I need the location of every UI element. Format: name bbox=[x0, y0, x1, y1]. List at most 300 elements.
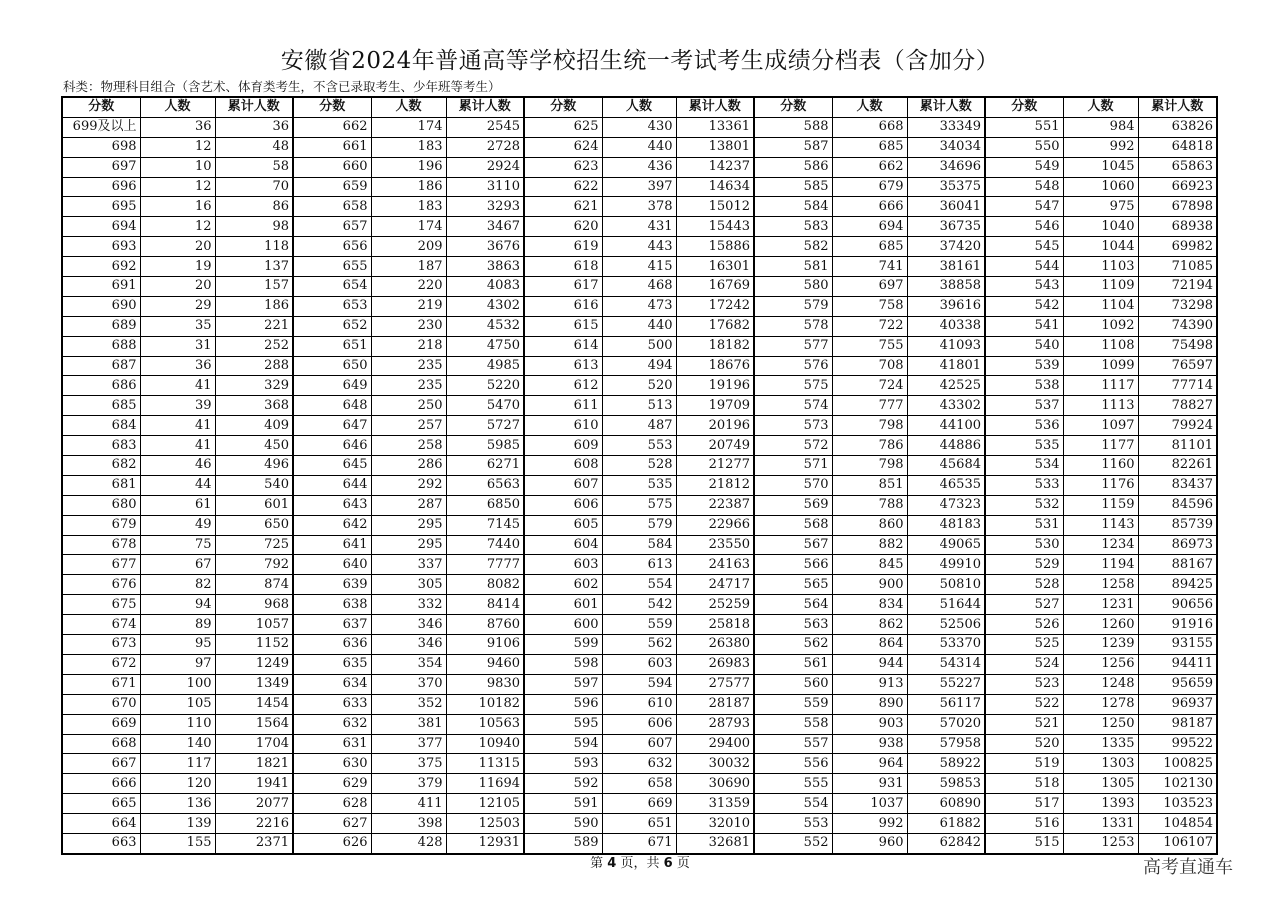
table-cell: 537 bbox=[985, 396, 1063, 416]
table-cell: 1941 bbox=[215, 774, 293, 794]
table-cell: 619 bbox=[524, 237, 602, 257]
table-cell: 644 bbox=[293, 475, 371, 495]
table-cell: 599 bbox=[524, 635, 602, 655]
table-cell: 61882 bbox=[907, 814, 985, 834]
table-row bbox=[62, 117, 1217, 137]
table-cell: 613 bbox=[524, 356, 602, 376]
table-cell: 61 bbox=[140, 495, 215, 515]
table-cell: 6563 bbox=[446, 475, 524, 495]
table-cell: 620 bbox=[524, 217, 602, 237]
table-cell: 680 bbox=[62, 495, 140, 515]
table-cell: 527 bbox=[985, 595, 1063, 615]
table-row bbox=[62, 356, 1217, 376]
table-row bbox=[62, 495, 1217, 515]
table-cell: 597 bbox=[524, 674, 602, 694]
table-cell: 900 bbox=[832, 575, 907, 595]
table-cell: 36 bbox=[140, 117, 215, 137]
table-cell: 532 bbox=[985, 495, 1063, 515]
table-cell: 219 bbox=[371, 296, 446, 316]
table-cell: 610 bbox=[602, 694, 676, 714]
table-cell: 798 bbox=[832, 456, 907, 476]
table-cell: 41 bbox=[140, 416, 215, 436]
table-cell: 651 bbox=[602, 814, 676, 834]
table-cell: 535 bbox=[602, 475, 676, 495]
table-cell: 428 bbox=[371, 833, 446, 853]
table-cell: 571 bbox=[754, 456, 832, 476]
table-cell: 542 bbox=[602, 595, 676, 615]
table-cell: 10563 bbox=[446, 714, 524, 734]
table-cell: 443 bbox=[602, 237, 676, 257]
column-header: 累计人数 bbox=[907, 97, 985, 117]
table-cell: 41 bbox=[140, 436, 215, 456]
table-cell: 699及以上 bbox=[62, 117, 140, 137]
table-cell: 674 bbox=[62, 615, 140, 635]
table-cell: 102130 bbox=[1138, 774, 1217, 794]
table-row bbox=[62, 316, 1217, 336]
table-cell: 88167 bbox=[1138, 555, 1217, 575]
table-cell: 538 bbox=[985, 376, 1063, 396]
table-cell: 524 bbox=[985, 654, 1063, 674]
table-row bbox=[62, 814, 1217, 834]
table-cell: 378 bbox=[602, 197, 676, 217]
page-footer bbox=[0, 852, 1280, 871]
table-cell: 626 bbox=[293, 833, 371, 853]
table-cell: 85739 bbox=[1138, 515, 1217, 535]
table-row bbox=[62, 137, 1217, 157]
table-cell: 18676 bbox=[676, 356, 754, 376]
table-cell: 252 bbox=[215, 336, 293, 356]
table-cell: 692 bbox=[62, 257, 140, 277]
table-cell: 670 bbox=[62, 694, 140, 714]
table-cell: 21277 bbox=[676, 456, 754, 476]
table-cell: 7145 bbox=[446, 515, 524, 535]
table-cell: 19709 bbox=[676, 396, 754, 416]
table-cell: 12 bbox=[140, 177, 215, 197]
table-cell: 596 bbox=[524, 694, 602, 714]
table-cell: 49910 bbox=[907, 555, 985, 575]
table-cell: 96937 bbox=[1138, 694, 1217, 714]
table-cell: 561 bbox=[754, 654, 832, 674]
table-cell: 642 bbox=[293, 515, 371, 535]
table-cell: 860 bbox=[832, 515, 907, 535]
table-cell: 984 bbox=[1063, 117, 1138, 137]
table-cell: 2077 bbox=[215, 794, 293, 814]
table-cell: 640 bbox=[293, 555, 371, 575]
table-cell: 553 bbox=[602, 436, 676, 456]
table-cell: 137 bbox=[215, 257, 293, 277]
table-cell: 18182 bbox=[676, 336, 754, 356]
table-cell: 17682 bbox=[676, 316, 754, 336]
table-cell: 44886 bbox=[907, 436, 985, 456]
table-cell: 529 bbox=[985, 555, 1063, 575]
table-cell: 37420 bbox=[907, 237, 985, 257]
table-cell: 11694 bbox=[446, 774, 524, 794]
table-cell: 724 bbox=[832, 376, 907, 396]
table-cell: 75 bbox=[140, 535, 215, 555]
table-cell: 650 bbox=[293, 356, 371, 376]
table-cell: 580 bbox=[754, 277, 832, 297]
table-cell: 73298 bbox=[1138, 296, 1217, 316]
table-cell: 9460 bbox=[446, 654, 524, 674]
table-cell: 1113 bbox=[1063, 396, 1138, 416]
table-cell: 16 bbox=[140, 197, 215, 217]
table-cell: 845 bbox=[832, 555, 907, 575]
table-cell: 658 bbox=[602, 774, 676, 794]
table-cell: 587 bbox=[754, 137, 832, 157]
table-cell: 31359 bbox=[676, 794, 754, 814]
table-cell: 9106 bbox=[446, 635, 524, 655]
table-cell: 628 bbox=[293, 794, 371, 814]
table-cell: 1057 bbox=[215, 615, 293, 635]
table-cell: 52506 bbox=[907, 615, 985, 635]
table-cell: 584 bbox=[602, 535, 676, 555]
table-cell: 50810 bbox=[907, 575, 985, 595]
column-header: 人数 bbox=[140, 97, 215, 117]
table-cell: 554 bbox=[754, 794, 832, 814]
table-cell: 94411 bbox=[1138, 654, 1217, 674]
table-cell: 48 bbox=[215, 137, 293, 157]
table-cell: 62842 bbox=[907, 833, 985, 853]
table-cell: 98 bbox=[215, 217, 293, 237]
table-cell: 494 bbox=[602, 356, 676, 376]
table-cell: 1045 bbox=[1063, 157, 1138, 177]
table-cell: 332 bbox=[371, 595, 446, 615]
table-cell: 944 bbox=[832, 654, 907, 674]
table-cell: 605 bbox=[524, 515, 602, 535]
column-header: 累计人数 bbox=[215, 97, 293, 117]
table-cell: 235 bbox=[371, 376, 446, 396]
table-cell: 53370 bbox=[907, 635, 985, 655]
table-cell: 1305 bbox=[1063, 774, 1138, 794]
table-cell: 671 bbox=[602, 833, 676, 853]
table-cell: 183 bbox=[371, 197, 446, 217]
table-cell: 79924 bbox=[1138, 416, 1217, 436]
table-cell: 557 bbox=[754, 734, 832, 754]
table-cell: 601 bbox=[524, 595, 602, 615]
table-cell: 611 bbox=[524, 396, 602, 416]
table-cell: 4750 bbox=[446, 336, 524, 356]
table-cell: 74390 bbox=[1138, 316, 1217, 336]
table-row bbox=[62, 654, 1217, 674]
table-cell: 556 bbox=[754, 754, 832, 774]
table-cell: 258 bbox=[371, 436, 446, 456]
table-cell: 1040 bbox=[1063, 217, 1138, 237]
table-cell: 677 bbox=[62, 555, 140, 575]
table-cell: 1104 bbox=[1063, 296, 1138, 316]
table-cell: 667 bbox=[62, 754, 140, 774]
table-cell: 516 bbox=[985, 814, 1063, 834]
table-cell: 15443 bbox=[676, 217, 754, 237]
table-cell: 654 bbox=[293, 277, 371, 297]
table-cell: 685 bbox=[62, 396, 140, 416]
table-cell: 1278 bbox=[1063, 694, 1138, 714]
table-cell: 609 bbox=[524, 436, 602, 456]
table-cell: 4985 bbox=[446, 356, 524, 376]
table-cell: 666 bbox=[832, 197, 907, 217]
table-cell: 1109 bbox=[1063, 277, 1138, 297]
table-cell: 517 bbox=[985, 794, 1063, 814]
table-cell: 2545 bbox=[446, 117, 524, 137]
table-cell: 606 bbox=[524, 495, 602, 515]
table-cell: 354 bbox=[371, 654, 446, 674]
table-cell: 25259 bbox=[676, 595, 754, 615]
table-cell: 117 bbox=[140, 754, 215, 774]
table-cell: 104854 bbox=[1138, 814, 1217, 834]
table-cell: 17242 bbox=[676, 296, 754, 316]
table-cell: 964 bbox=[832, 754, 907, 774]
table-cell: 35 bbox=[140, 316, 215, 336]
table-cell: 1249 bbox=[215, 654, 293, 674]
table-cell: 40338 bbox=[907, 316, 985, 336]
table-cell: 687 bbox=[62, 356, 140, 376]
table-cell: 1231 bbox=[1063, 595, 1138, 615]
table-cell: 647 bbox=[293, 416, 371, 436]
table-cell: 564 bbox=[754, 595, 832, 615]
table-body bbox=[62, 117, 1217, 853]
table-cell: 4083 bbox=[446, 277, 524, 297]
table-cell: 664 bbox=[62, 814, 140, 834]
table-cell: 100 bbox=[140, 674, 215, 694]
table-cell: 186 bbox=[215, 296, 293, 316]
table-cell: 24163 bbox=[676, 555, 754, 575]
table-cell: 230 bbox=[371, 316, 446, 336]
table-cell: 23550 bbox=[676, 535, 754, 555]
table-cell: 668 bbox=[832, 117, 907, 137]
table-cell: 67898 bbox=[1138, 197, 1217, 217]
table-cell: 563 bbox=[754, 615, 832, 635]
table-cell: 44100 bbox=[907, 416, 985, 436]
table-cell: 352 bbox=[371, 694, 446, 714]
table-cell: 522 bbox=[985, 694, 1063, 714]
table-cell: 54314 bbox=[907, 654, 985, 674]
table-cell: 2728 bbox=[446, 137, 524, 157]
table-cell: 586 bbox=[754, 157, 832, 177]
table-cell: 397 bbox=[602, 177, 676, 197]
table-cell: 430 bbox=[602, 117, 676, 137]
table-cell: 58 bbox=[215, 157, 293, 177]
table-cell: 594 bbox=[602, 674, 676, 694]
table-cell: 992 bbox=[1063, 137, 1138, 157]
table-cell: 196 bbox=[371, 157, 446, 177]
table-cell: 473 bbox=[602, 296, 676, 316]
table-cell: 220 bbox=[371, 277, 446, 297]
table-cell: 528 bbox=[602, 456, 676, 476]
table-row bbox=[62, 515, 1217, 535]
table-cell: 607 bbox=[524, 475, 602, 495]
table-cell: 15012 bbox=[676, 197, 754, 217]
table-cell: 576 bbox=[754, 356, 832, 376]
table-cell: 624 bbox=[524, 137, 602, 157]
table-cell: 559 bbox=[754, 694, 832, 714]
table-cell: 76597 bbox=[1138, 356, 1217, 376]
column-header: 人数 bbox=[1063, 97, 1138, 117]
table-cell: 375 bbox=[371, 754, 446, 774]
table-cell: 136 bbox=[140, 794, 215, 814]
column-header: 分数 bbox=[293, 97, 371, 117]
table-row bbox=[62, 774, 1217, 794]
table-cell: 938 bbox=[832, 734, 907, 754]
table-cell: 5985 bbox=[446, 436, 524, 456]
table-cell: 573 bbox=[754, 416, 832, 436]
table-cell: 95 bbox=[140, 635, 215, 655]
table-cell: 607 bbox=[602, 734, 676, 754]
table-cell: 8414 bbox=[446, 595, 524, 615]
table-cell: 5470 bbox=[446, 396, 524, 416]
table-cell: 1253 bbox=[1063, 833, 1138, 853]
table-cell: 606 bbox=[602, 714, 676, 734]
table-cell: 140 bbox=[140, 734, 215, 754]
table-cell: 603 bbox=[602, 654, 676, 674]
table-cell: 652 bbox=[293, 316, 371, 336]
table-cell: 684 bbox=[62, 416, 140, 436]
table-cell: 337 bbox=[371, 555, 446, 575]
table-cell: 625 bbox=[524, 117, 602, 137]
table-cell: 36 bbox=[140, 356, 215, 376]
table-cell: 1454 bbox=[215, 694, 293, 714]
table-cell: 562 bbox=[754, 635, 832, 655]
table-cell: 665 bbox=[62, 794, 140, 814]
table-cell: 1239 bbox=[1063, 635, 1138, 655]
table-cell: 157 bbox=[215, 277, 293, 297]
table-cell: 3467 bbox=[446, 217, 524, 237]
table-cell: 578 bbox=[754, 316, 832, 336]
table-cell: 30690 bbox=[676, 774, 754, 794]
table-cell: 641 bbox=[293, 535, 371, 555]
table-cell: 409 bbox=[215, 416, 293, 436]
table-cell: 12931 bbox=[446, 833, 524, 853]
table-cell: 975 bbox=[1063, 197, 1138, 217]
table-cell: 34696 bbox=[907, 157, 985, 177]
table-cell: 6850 bbox=[446, 495, 524, 515]
table-cell: 1303 bbox=[1063, 754, 1138, 774]
table-cell: 415 bbox=[602, 257, 676, 277]
table-cell: 755 bbox=[832, 336, 907, 356]
table-cell: 83437 bbox=[1138, 475, 1217, 495]
table-cell: 553 bbox=[754, 814, 832, 834]
table-cell: 19196 bbox=[676, 376, 754, 396]
table-cell: 675 bbox=[62, 595, 140, 615]
footer-middle: 页，共 bbox=[620, 856, 660, 871]
table-cell: 552 bbox=[754, 833, 832, 853]
table-cell: 681 bbox=[62, 475, 140, 495]
table-row bbox=[62, 615, 1217, 635]
table-cell: 693 bbox=[62, 237, 140, 257]
table-cell: 540 bbox=[215, 475, 293, 495]
table-cell: 617 bbox=[524, 277, 602, 297]
table-cell: 630 bbox=[293, 754, 371, 774]
table-cell: 543 bbox=[985, 277, 1063, 297]
table-cell: 792 bbox=[215, 555, 293, 575]
table-cell: 520 bbox=[985, 734, 1063, 754]
column-header: 分数 bbox=[62, 97, 140, 117]
table-cell: 16301 bbox=[676, 257, 754, 277]
table-cell: 55227 bbox=[907, 674, 985, 694]
table-cell: 658 bbox=[293, 197, 371, 217]
table-cell: 691 bbox=[62, 277, 140, 297]
table-cell: 550 bbox=[985, 137, 1063, 157]
table-cell: 12 bbox=[140, 137, 215, 157]
table-cell: 63826 bbox=[1138, 117, 1217, 137]
column-header: 人数 bbox=[602, 97, 676, 117]
table-cell: 636 bbox=[293, 635, 371, 655]
table-cell: 531 bbox=[985, 515, 1063, 535]
table-cell: 616 bbox=[524, 296, 602, 316]
table-cell: 528 bbox=[985, 575, 1063, 595]
table-cell: 542 bbox=[985, 296, 1063, 316]
table-row bbox=[62, 754, 1217, 774]
table-cell: 218 bbox=[371, 336, 446, 356]
table-cell: 75498 bbox=[1138, 336, 1217, 356]
table-cell: 545 bbox=[985, 237, 1063, 257]
table-cell: 34034 bbox=[907, 137, 985, 157]
table-cell: 41801 bbox=[907, 356, 985, 376]
table-row bbox=[62, 575, 1217, 595]
table-cell: 656 bbox=[293, 237, 371, 257]
table-cell: 679 bbox=[62, 515, 140, 535]
table-cell: 643 bbox=[293, 495, 371, 515]
table-cell: 583 bbox=[754, 217, 832, 237]
table-cell: 575 bbox=[754, 376, 832, 396]
table-cell: 3110 bbox=[446, 177, 524, 197]
table-cell: 697 bbox=[832, 277, 907, 297]
column-header: 累计人数 bbox=[446, 97, 524, 117]
table-cell: 777 bbox=[832, 396, 907, 416]
table-cell: 65863 bbox=[1138, 157, 1217, 177]
table-cell: 661 bbox=[293, 137, 371, 157]
table-cell: 1393 bbox=[1063, 794, 1138, 814]
table-cell: 688 bbox=[62, 336, 140, 356]
table-cell: 562 bbox=[602, 635, 676, 655]
score-table bbox=[61, 96, 1218, 855]
subject-note: 科类：物理科目组合（含艺术、体育类考生，不含已录取考生、少年班等考生） bbox=[63, 79, 501, 94]
table-cell: 662 bbox=[293, 117, 371, 137]
footer-suffix: 页 bbox=[676, 856, 690, 871]
table-cell: 653 bbox=[293, 296, 371, 316]
table-cell: 595 bbox=[524, 714, 602, 734]
table-cell: 686 bbox=[62, 376, 140, 396]
table-cell: 19 bbox=[140, 257, 215, 277]
table-cell: 46535 bbox=[907, 475, 985, 495]
table-cell: 669 bbox=[602, 794, 676, 814]
table-cell: 614 bbox=[524, 336, 602, 356]
table-cell: 689 bbox=[62, 316, 140, 336]
table-cell: 209 bbox=[371, 237, 446, 257]
table-cell: 671 bbox=[62, 674, 140, 694]
table-cell: 48183 bbox=[907, 515, 985, 535]
column-header: 分数 bbox=[985, 97, 1063, 117]
column-header: 分数 bbox=[754, 97, 832, 117]
table-cell: 12503 bbox=[446, 814, 524, 834]
table-cell: 572 bbox=[754, 436, 832, 456]
table-cell: 36735 bbox=[907, 217, 985, 237]
table-cell: 287 bbox=[371, 495, 446, 515]
column-header: 累计人数 bbox=[676, 97, 754, 117]
table-cell: 1349 bbox=[215, 674, 293, 694]
table-cell: 1256 bbox=[1063, 654, 1138, 674]
table-cell: 679 bbox=[832, 177, 907, 197]
table-cell: 903 bbox=[832, 714, 907, 734]
table-cell: 82 bbox=[140, 575, 215, 595]
table-cell: 515 bbox=[985, 833, 1063, 853]
table-cell: 13361 bbox=[676, 117, 754, 137]
table-cell: 548 bbox=[985, 177, 1063, 197]
table-cell: 621 bbox=[524, 197, 602, 217]
table-row bbox=[62, 674, 1217, 694]
table-cell: 600 bbox=[524, 615, 602, 635]
table-cell: 49 bbox=[140, 515, 215, 535]
table-cell: 862 bbox=[832, 615, 907, 635]
table-cell: 97 bbox=[140, 654, 215, 674]
